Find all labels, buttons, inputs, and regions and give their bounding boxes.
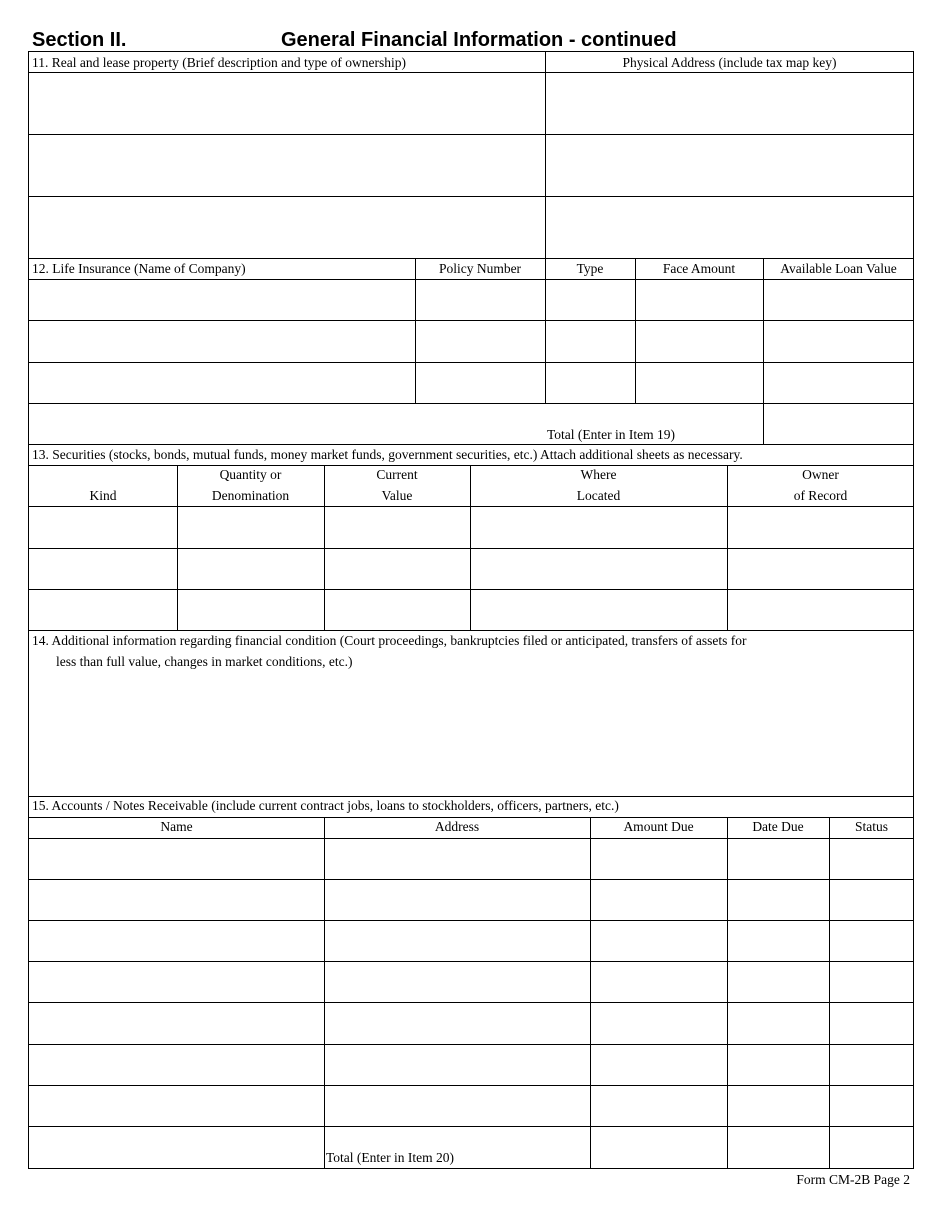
security-value-field[interactable] — [324, 506, 470, 548]
receivable-amount-field[interactable] — [590, 1002, 727, 1044]
receivable-amount-field[interactable] — [590, 1085, 727, 1126]
receivable-date-field[interactable] — [727, 1044, 829, 1085]
col-type: Type — [576, 261, 604, 276]
property-description-field[interactable] — [29, 134, 545, 196]
col-value-line1: Current — [376, 467, 418, 482]
receivable-amount-field[interactable] — [590, 920, 727, 961]
real-property-label: 11. Real and lease property (Brief description and type of ownership) — [32, 55, 407, 70]
policy-number-field[interactable] — [415, 362, 545, 403]
security-kind-field[interactable] — [29, 548, 177, 589]
section-label: Section II. — [32, 29, 127, 51]
security-quantity-field[interactable] — [177, 548, 324, 589]
loan-value-field[interactable] — [763, 362, 914, 403]
receivable-name-field[interactable] — [29, 1002, 324, 1044]
loan-value-field[interactable] — [763, 279, 914, 320]
life-insurance-total-label: Total (Enter in Item 19) — [547, 427, 676, 442]
col-name: Name — [160, 819, 193, 834]
receivables-total-date-field[interactable] — [727, 1126, 829, 1169]
receivable-name-field[interactable] — [29, 1085, 324, 1126]
policy-type-field[interactable] — [545, 320, 635, 362]
receivable-status-field[interactable] — [829, 1044, 914, 1085]
receivable-name-field[interactable] — [29, 1044, 324, 1085]
col-quantity-line1: Quantity or — [219, 467, 282, 482]
face-amount-field[interactable] — [635, 362, 763, 403]
receivable-date-field[interactable] — [727, 1002, 829, 1044]
policy-number-field[interactable] — [415, 320, 545, 362]
securities-label: 13. Securities (stocks, bonds, mutual funds, money market funds, government securities, etc.) Attach additional sheets as necessary. — [32, 447, 743, 462]
col-face-amount: Face Amount — [662, 261, 736, 276]
property-address-field[interactable] — [545, 196, 914, 258]
insurance-company-field[interactable] — [29, 362, 415, 403]
col-policy-number: Policy Number — [438, 261, 522, 276]
security-value-field[interactable] — [324, 548, 470, 589]
receivable-status-field[interactable] — [829, 961, 914, 1002]
physical-address-label: Physical Address (include tax map key) — [622, 55, 837, 70]
security-kind-field[interactable] — [29, 589, 177, 630]
additional-info-label-line2: less than full value, changes in market conditions, etc.) — [56, 654, 353, 669]
receivable-date-field[interactable] — [727, 838, 829, 879]
receivable-address-field[interactable] — [324, 879, 590, 920]
receivables-total-amount-field[interactable] — [590, 1126, 727, 1169]
receivable-amount-field[interactable] — [590, 961, 727, 1002]
receivable-address-field[interactable] — [324, 1085, 590, 1126]
col-quantity-line2: Denomination — [211, 488, 290, 503]
face-amount-field[interactable] — [635, 320, 763, 362]
security-owner-field[interactable] — [727, 589, 914, 630]
loan-value-field[interactable] — [763, 320, 914, 362]
policy-number-field[interactable] — [415, 279, 545, 320]
receivable-date-field[interactable] — [727, 961, 829, 1002]
receivables-total-label: Total (Enter in Item 20) — [326, 1150, 455, 1165]
receivable-address-field[interactable] — [324, 838, 590, 879]
form-rule — [29, 444, 914, 445]
receivable-address-field[interactable] — [324, 1044, 590, 1085]
insurance-company-field[interactable] — [29, 320, 415, 362]
receivable-amount-field[interactable] — [590, 879, 727, 920]
financial-form — [28, 51, 914, 1169]
col-owner-line1: Owner — [802, 467, 839, 482]
security-location-field[interactable] — [470, 589, 727, 630]
receivable-date-field[interactable] — [727, 879, 829, 920]
receivable-address-field[interactable] — [324, 1002, 590, 1044]
form-rule — [29, 817, 914, 818]
col-available-loan-value: Available Loan Value — [780, 261, 897, 276]
face-amount-field[interactable] — [635, 279, 763, 320]
insurance-total-field[interactable] — [763, 403, 914, 444]
col-owner-line2: of Record — [793, 488, 848, 503]
receivable-address-field[interactable] — [324, 961, 590, 1002]
security-location-field[interactable] — [470, 506, 727, 548]
security-owner-field[interactable] — [727, 506, 914, 548]
col-amount-due: Amount Due — [623, 819, 694, 834]
page-title: General Financial Information - continued — [281, 29, 677, 51]
security-quantity-field[interactable] — [177, 506, 324, 548]
receivable-amount-field[interactable] — [590, 838, 727, 879]
col-date-due: Date Due — [752, 819, 804, 834]
receivable-status-field[interactable] — [829, 1002, 914, 1044]
receivable-date-field[interactable] — [727, 1085, 829, 1126]
property-description-field[interactable] — [29, 196, 545, 258]
receivables-label: 15. Accounts / Notes Receivable (include current contract jobs, loans to stockholders, officers, partners, etc.) — [32, 798, 619, 813]
receivable-date-field[interactable] — [727, 920, 829, 961]
form-rule — [29, 630, 914, 631]
col-status: Status — [854, 819, 888, 834]
property-address-field[interactable] — [545, 72, 914, 134]
receivable-status-field[interactable] — [829, 879, 914, 920]
receivable-status-field[interactable] — [829, 838, 914, 879]
property-address-field[interactable] — [545, 134, 914, 196]
receivable-name-field[interactable] — [29, 838, 324, 879]
col-where-line1: Where — [580, 467, 617, 482]
security-kind-field[interactable] — [29, 506, 177, 548]
security-quantity-field[interactable] — [177, 589, 324, 630]
life-insurance-label: 12. Life Insurance (Name of Company) — [32, 261, 246, 276]
col-address: Address — [434, 819, 480, 834]
property-description-field[interactable] — [29, 72, 545, 134]
form-rule — [29, 796, 914, 797]
receivable-name-field[interactable] — [29, 961, 324, 1002]
col-kind: Kind — [89, 488, 117, 503]
receivable-amount-field[interactable] — [590, 1044, 727, 1085]
policy-type-field[interactable] — [545, 279, 635, 320]
form-rule — [29, 258, 914, 259]
col-value-line2: Value — [381, 488, 413, 503]
receivable-name-field[interactable] — [29, 879, 324, 920]
col-where-line2: Located — [576, 488, 621, 503]
receivable-address-field[interactable] — [324, 920, 590, 961]
security-location-field[interactable] — [470, 548, 727, 589]
security-owner-field[interactable] — [727, 548, 914, 589]
additional-info-label-line1: 14. Additional information regarding financial condition (Court proceedings, bankruptcies filed or anticipated, transfers of assets for — [32, 633, 747, 648]
additional-info-field[interactable] — [29, 672, 914, 796]
receivables-total-status-field[interactable] — [829, 1126, 914, 1169]
form-id: Form CM-2B Page 2 — [796, 1172, 910, 1187]
insurance-company-field[interactable] — [29, 279, 415, 320]
receivable-status-field[interactable] — [829, 920, 914, 961]
security-value-field[interactable] — [324, 589, 470, 630]
receivable-name-field[interactable] — [29, 920, 324, 961]
form-rule — [29, 465, 914, 466]
receivable-status-field[interactable] — [829, 1085, 914, 1126]
policy-type-field[interactable] — [545, 362, 635, 403]
